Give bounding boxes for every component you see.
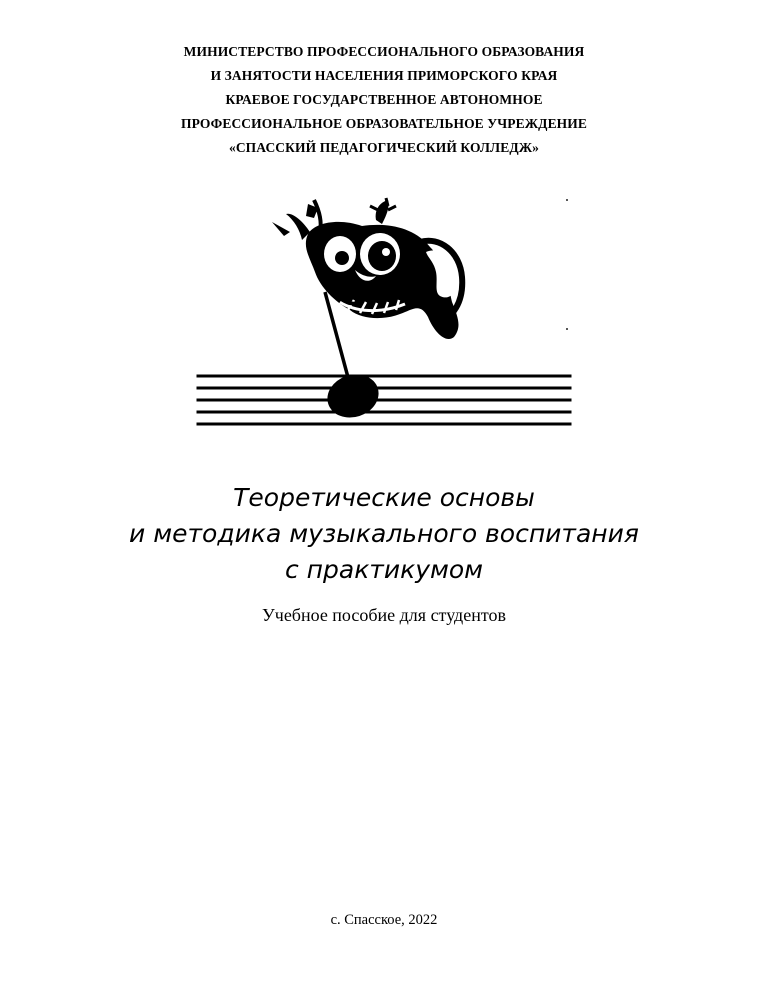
title-line-1: Теоретические основы [233,483,535,512]
header-line-5: «СПАССКИЙ ПЕДАГОГИЧЕСКИЙ КОЛЛЕДЖ» [228,140,540,155]
place-and-year: с. Спасское, 2022 [330,912,438,928]
header-line-4: ПРОФЕССИОНАЛЬНОЕ ОБРАЗОВАТЕЛЬНОЕ УЧРЕЖДЕНИЕ [181,116,587,131]
header-line-1: МИНИСТЕРСТВО ПРОФЕССИОНАЛЬНОГО ОБРАЗОВАНИЯ [183,44,585,59]
scan-speck [566,328,568,330]
title-line-2: и методика музыкального воспитания [129,519,639,548]
title-line-3: с практикумом [284,555,484,584]
header-line-2: И ЗАНЯТОСТИ НАСЕЛЕНИЯ ПРИМОРСКОГО КРАЯ [210,68,558,83]
header-line-3: КРАЕВОЕ ГОСУДАРСТВЕННОЕ АВТОНОМНОЕ [225,92,543,107]
music-staff [198,376,570,424]
owl-musical-note-icon [190,192,580,437]
book-subtitle: Учебное пособие для студентов [262,605,506,625]
scan-speck [566,199,568,201]
book-title [0,480,768,588]
institution-header [0,40,768,160]
